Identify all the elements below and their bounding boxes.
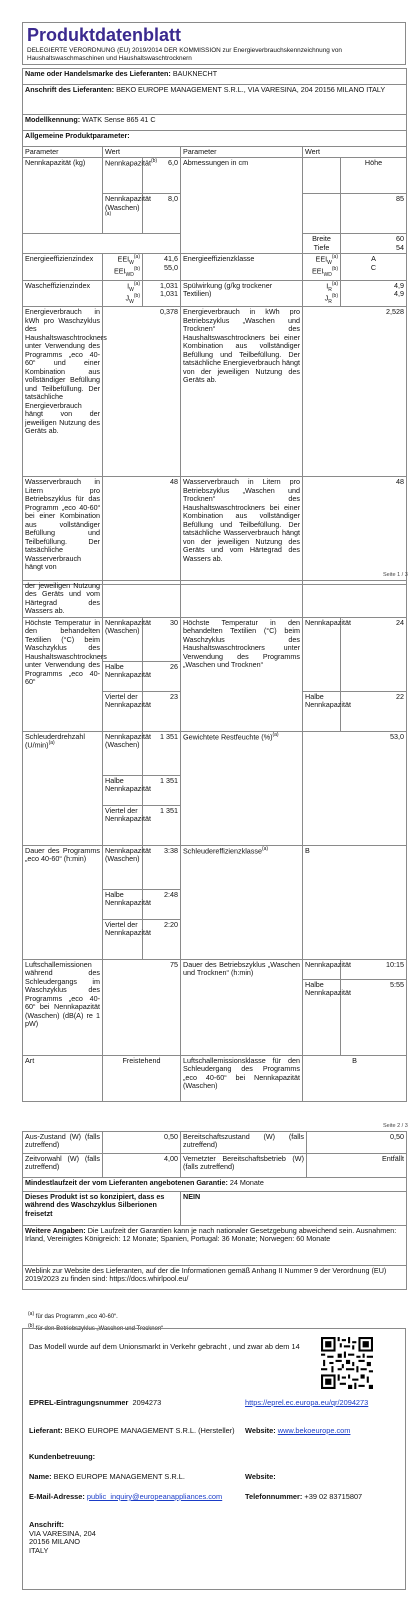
capacity-dry-value: 8,0 [143, 194, 181, 234]
water-w-value: 48 [103, 477, 181, 585]
water-continued-row [23, 581, 407, 618]
spin-half-value: 1 351 [143, 775, 181, 805]
eei-row [23, 254, 407, 280]
duration-wd-full-label: Nennkapazität [303, 959, 341, 979]
duration-w-label: Dauer des Programms „eco 40-60“ (h:min) [23, 845, 103, 959]
duration-wd-full-value: 10:15 [341, 959, 407, 979]
noise-class-value: B [303, 1055, 407, 1101]
capacity-dry-label: Nennkapazität (Waschen) [105, 194, 151, 212]
spin-row-1 [23, 731, 407, 775]
capacity-dry-sup: (a) [105, 211, 112, 218]
footnote-b: für den Betriebszyklus „Waschen und Trocknen“ [35, 1326, 164, 1332]
eek-w-label: EEI [315, 254, 328, 264]
guarantee-label: Mindestlaufzeit der vom Lieferanten angebotenen Garantie: [25, 1178, 228, 1187]
ir-sup: (a) [331, 280, 338, 287]
column-header-row [23, 147, 407, 158]
eei-w-sup: (a) [133, 254, 140, 261]
temperature-row-1 [23, 617, 407, 661]
website2-label: Website: [245, 1472, 276, 1481]
silver-ion-value: NEIN [181, 1192, 407, 1226]
duration-half-value: 2:48 [143, 889, 181, 919]
temp-half-value: 26 [143, 661, 181, 691]
eprel-link[interactable]: https://eprel.ec.europa.eu/qr/2094273 [245, 1398, 369, 1407]
water-wd-label: Wasserverbrauch in Litern pro Betriebszyklus „Waschen und Trocknen“ des Haushaltswaschtrockners bei einer Kombination aus vollständiger Befüllung und Teilbefüllung. Der tatsächliche Wasserverbrauch hängt von der jeweiligen Nutzung des Geräts und vom Härtegrad des Wassers ab. [181, 477, 303, 585]
footnote-b-mark: (b) [28, 1323, 35, 1329]
qr-code-icon[interactable] [321, 1337, 373, 1389]
website-link[interactable]: www.bekoeurope.com [277, 1426, 351, 1435]
page-3-table [22, 1131, 407, 1290]
guarantee-value: 24 Monate [229, 1178, 264, 1187]
spin-quarter-value: 1 351 [143, 805, 181, 845]
eek-wd-value: C [370, 262, 377, 272]
noise-label: Luftschallemissionen während des Schleudergangs im Waschzyklus des Programms „eco 40-60“ bei Nennkapazität (Waschen) (dB(A) re 1 pW) [23, 959, 103, 1055]
height-label: Höhe [341, 158, 407, 194]
spin-full-value: 1 351 [143, 731, 181, 775]
eei-label: Energieeffizienzindex [23, 254, 103, 280]
height-value: 85 [341, 194, 407, 234]
type-value: Freistehend [103, 1055, 181, 1101]
capacity-wash-label: Nennkapazität [105, 158, 151, 168]
water-w-label-continued: der jeweiligen Nutzung des Geräts und vom Härtegrad des Wassers ab. [23, 581, 103, 618]
eei-wd-value: 55,0 [164, 262, 178, 272]
spin-class-label: Schleudereffizienzklasse [183, 846, 262, 856]
more-info-text: Die Laufzeit der Garantien kann je nach nationaler Gesetzgebung abweichend sein. Ausnahmen: Irland, Vereinigtes Königreich: 12 Monate; Spanien, Portugal: 36 Monate; Norwegen: 60 Monate [25, 1226, 397, 1244]
energy-wd-label: Energieverbrauch in kWh pro Betriebszyklus „Waschen und Trocknen“ des Haushaltswaschtrockners bei einer Kombination aus vollständiger Befüllung und Teilbefüllung. Der tatsächliche Energieverbrauch hängt von der jeweiligen Nutzung des Geräts ab. [181, 307, 303, 477]
guarantee-row [23, 1178, 407, 1192]
noise-row-1 [23, 959, 407, 979]
address-box-label: Anschrift: [29, 1520, 64, 1529]
jr-sub: R [328, 298, 332, 305]
spin-quarter-label: Viertel der Nennkapazität [103, 805, 143, 845]
networked-standby-value: Entfällt [307, 1154, 407, 1178]
silver-ion-row [23, 1192, 407, 1226]
page-number-2: Seite 2 / 3 [383, 1123, 408, 1129]
spin-label: Schleuderdrehzahl (U/min) [25, 731, 85, 750]
off-mode-value: 0,50 [103, 1132, 181, 1154]
sheet-header [22, 22, 406, 65]
ir-value: 4,9 [394, 280, 404, 290]
footnote-a-mark: (a) [28, 1311, 35, 1317]
capacity-label: Nennkapazität (kg) [23, 158, 103, 234]
width-label: Breite [312, 234, 331, 244]
temp-full-label: Nennkapazität (Waschen) [103, 617, 143, 661]
off-standby-row [23, 1132, 407, 1154]
email-link[interactable]: public_inquiry@europeanappliances.com [86, 1492, 223, 1501]
standby-label: Bereitschaftszustand (W) (falls zutreffend) [181, 1132, 307, 1154]
capacity-wash-sup: (b) [150, 158, 158, 165]
spin-class-sup: (a) [261, 845, 269, 852]
col-param-left: Parameter [23, 147, 103, 158]
iw-label: I [127, 281, 130, 291]
eei-wd-sup: (b) [133, 266, 140, 273]
temp-wd-full-label: Nennkapazität [303, 617, 341, 691]
duration-half-label: Halbe Nennkapazität [103, 889, 143, 919]
phone-value: +39 02 83715807 [304, 1492, 363, 1501]
networked-standby-label: Vernetzter Bereitschaftsbetrieb (W) (falls zutreffend) [181, 1154, 307, 1178]
delay-start-label: Zeitvorwahl (W) (falls zutreffend) [23, 1154, 103, 1178]
temp-wd-label: Höchste Temperatur in den behandelten Textilien (°C) beim Waschzyklus des Haushaltswaschtrockners unter Verwendung des Programms „Waschen und Trocknen“ [181, 617, 303, 731]
jr-label: J [324, 293, 329, 303]
address-line-1: VIA VARESINA, 204 [29, 1528, 96, 1538]
rinse-label: Spülwirkung (g/kg trockener Textilien) [181, 280, 303, 306]
jw-label: J [125, 293, 130, 303]
page-2-table [22, 580, 407, 1102]
market-intro: Das Modell wurde auf dem Unionsmarkt in Verkehr gebracht , und zwar ab dem 14 [29, 1342, 300, 1351]
supplier-label: Name oder Handelsmarke des Lieferanten: [25, 69, 171, 78]
ir-sub: R [328, 286, 332, 293]
temp-quarter-label: Viertel der Nennkapazität [103, 691, 143, 731]
capacity-wash-value: 6,0 [143, 158, 181, 194]
eei-wd-label: EEI [113, 266, 126, 276]
model-label: Modellkennung: [25, 115, 81, 124]
capacity-row-1 [23, 158, 407, 194]
page-1-table [22, 68, 407, 585]
wash-efficiency-row [23, 280, 407, 306]
noise-class-label: Luftschallemissionsklasse für den Schleudergang des Programms „eco 40-60“ bei Nennkapazität (Waschen) [181, 1055, 303, 1101]
energy-w-value: 0,378 [103, 307, 181, 477]
width-value: 60 [396, 234, 404, 244]
spin-sup: (a) [48, 740, 55, 747]
iw-sub: W [129, 286, 134, 293]
noise-value: 75 [103, 959, 181, 1055]
dimensions-label: Abmessungen in cm [181, 158, 303, 254]
supplier-value: BAUKNECHT [172, 69, 218, 78]
col-param-right: Parameter [181, 147, 303, 158]
address-line-3: ITALY [29, 1546, 49, 1556]
jr-value: 4,9 [394, 289, 404, 299]
moisture-label: Gewichtete Restfeuchte (%) [183, 732, 273, 742]
col-value-left: Wert [103, 147, 181, 158]
eei-wd-sub: WD [125, 272, 134, 279]
supplier-box-label: Lieferant: [29, 1426, 63, 1435]
eei-w-value: 41,6 [164, 254, 178, 264]
weblink-text: Weblink zur Website des Lieferanten, auf der die Informationen gemäß Anhang II Nummer 9 der Verordnung (EU) 2019/2023 zu finden sind: https://docs.whirlpool.eu/ [23, 1266, 407, 1290]
eprel-label: EPREL-Eintragungsnummer [29, 1398, 129, 1407]
page-number-1: Seite 1 / 3 [383, 572, 408, 578]
col-value-right: Wert [303, 147, 407, 158]
phone-label: Telefonnummer: [245, 1492, 303, 1501]
eei-w-sub: W [129, 260, 134, 267]
iw-sup: (a) [133, 280, 140, 287]
energy-w-label: Energieverbrauch in kWh pro Waschzyklus des Haushaltswaschtrockners unter Verwendung des Programms „eco 40-60“ und einer Kombination aus vollständiger Befüllung und Teilbefüllung. Der tatsächliche Energieverbrauch hängt von der jeweiligen Nutzung des Geräts ab. [23, 307, 103, 477]
name-value: BEKO EUROPE MANAGEMENT S.R.L. [53, 1472, 185, 1481]
more-info-row [23, 1226, 407, 1266]
eek-w-sub: W [327, 260, 332, 267]
eek-wd-sup: (b) [331, 266, 338, 273]
duration-quarter-label: Viertel der Nennkapazität [103, 919, 143, 959]
address-label: Anschrift des Lieferanten: [25, 85, 115, 94]
energy-row [23, 307, 407, 477]
website-label: Website: [245, 1426, 276, 1435]
eek-wd-sub: WD [323, 272, 332, 279]
address-line-2: 20156 MILANO [29, 1537, 80, 1547]
iw-value: 1,031 [160, 280, 178, 290]
footnote-a: für das Programm „eco 40-60“. [35, 1314, 118, 1320]
weblink-row [23, 1266, 407, 1290]
eek-wd-label: EEI [311, 266, 324, 276]
duration-row-1 [23, 845, 407, 889]
delay-start-value: 4,00 [103, 1154, 181, 1178]
water-w-label: Wasserverbrauch in Litern pro Betriebszyklus für das Programm „eco 40-60“ bei einer Kombination aus vollständiger Befüllung und Teilbefüllung. Der tatsächliche Wasserverbrauch hängt von [23, 477, 103, 585]
duration-wd-half-value: 5:55 [341, 979, 407, 1055]
silver-ion-label: Dieses Produkt ist so konzipiert, dass es während des Waschzyklus Silberionen freisetzt [23, 1192, 181, 1226]
jw-sub: W [129, 298, 134, 305]
energy-wd-value: 2,528 [303, 307, 407, 477]
delay-network-row [23, 1154, 407, 1178]
temp-wd-full-value: 24 [341, 617, 407, 691]
temp-quarter-value: 23 [143, 691, 181, 731]
general-params-label: Allgemeine Produktparameter: [23, 131, 407, 147]
wash-efficiency-label: Wascheffizienzindex [23, 280, 103, 306]
off-mode-label: Aus-Zustand (W) (falls zutreffend) [23, 1132, 103, 1154]
customer-service-label: Kundenbetreuung: [29, 1452, 96, 1461]
duration-wd-label: Dauer des Betriebszyklus „Waschen und Trocknen“ (h:min) [181, 959, 303, 1055]
temp-full-value: 30 [143, 617, 181, 661]
depth-label: Tiefe [313, 242, 330, 252]
moisture-value: 53,0 [303, 731, 407, 845]
jw-value: 1,031 [160, 289, 178, 299]
duration-wd-half-label: Halbe Nennkapazität [303, 979, 341, 1055]
spin-full-label: Nennkapazität (Waschen) [103, 731, 143, 775]
energy-class-label: Energieeffizienzklasse [181, 254, 303, 280]
spin-half-label: Halbe Nennkapazität [103, 775, 143, 805]
jw-sup: (b) [133, 292, 140, 299]
regulation-text: DELEGIERTE VERORDNUNG (EU) 2019/2014 DER KOMMISSION zur Energieverbrauchskennzeichnung von Haushaltswaschmaschinen und Haushaltswaschtrocknern [27, 47, 342, 62]
model-value: WATK Sense 865 41 C [82, 115, 156, 124]
spin-class-value: B [303, 845, 407, 959]
eek-w-value: A [371, 254, 376, 264]
duration-full-value: 3:38 [143, 845, 181, 889]
eei-w-label: EEI [117, 254, 130, 264]
address-value: BEKO EUROPE MANAGEMENT S.R.L., VIA VARESINA, 204 20156 MILANO ITALY [116, 85, 386, 94]
general-params-row [23, 131, 407, 147]
temp-w-label: Höchste Temperatur in den behandelten Textilien (°C) beim Waschzyklus des Haushaltswaschtrockners unter Verwendung des Programms „eco 40-60“ [23, 617, 103, 731]
name-label: Name: [29, 1472, 52, 1481]
water-row [23, 477, 407, 585]
sheet-title: Produktdatenblatt [27, 25, 182, 45]
moisture-sup: (a) [272, 731, 279, 738]
jr-sup: (b) [331, 292, 338, 299]
eprel-number: 2094273 [132, 1398, 162, 1407]
more-info-label: Weitere Angaben: [25, 1226, 86, 1235]
type-row [23, 1055, 407, 1101]
ir-label: I [326, 281, 329, 291]
duration-quarter-value: 2:20 [143, 919, 181, 959]
depth-value: 54 [396, 242, 404, 252]
temp-half-label: Halbe Nennkapazität [103, 661, 143, 691]
supplier-box-value: BEKO EUROPE MANAGEMENT S.R.L. (Hersteller) [64, 1426, 235, 1435]
supplier-row [23, 69, 407, 85]
duration-full-label: Nennkapazität (Waschen) [103, 845, 143, 889]
model-row [23, 115, 407, 131]
temp-wd-half-value: 22 [341, 691, 407, 731]
address-row [23, 85, 407, 115]
eprel-info-box [22, 1328, 406, 1590]
standby-value: 0,50 [307, 1132, 407, 1154]
eek-w-sup: (a) [331, 254, 338, 261]
water-wd-value: 48 [303, 477, 407, 585]
email-label: E-Mail-Adresse: [29, 1492, 85, 1501]
type-label: Art [23, 1055, 103, 1101]
temp-wd-half-label: Halbe Nennkapazität [303, 691, 341, 731]
